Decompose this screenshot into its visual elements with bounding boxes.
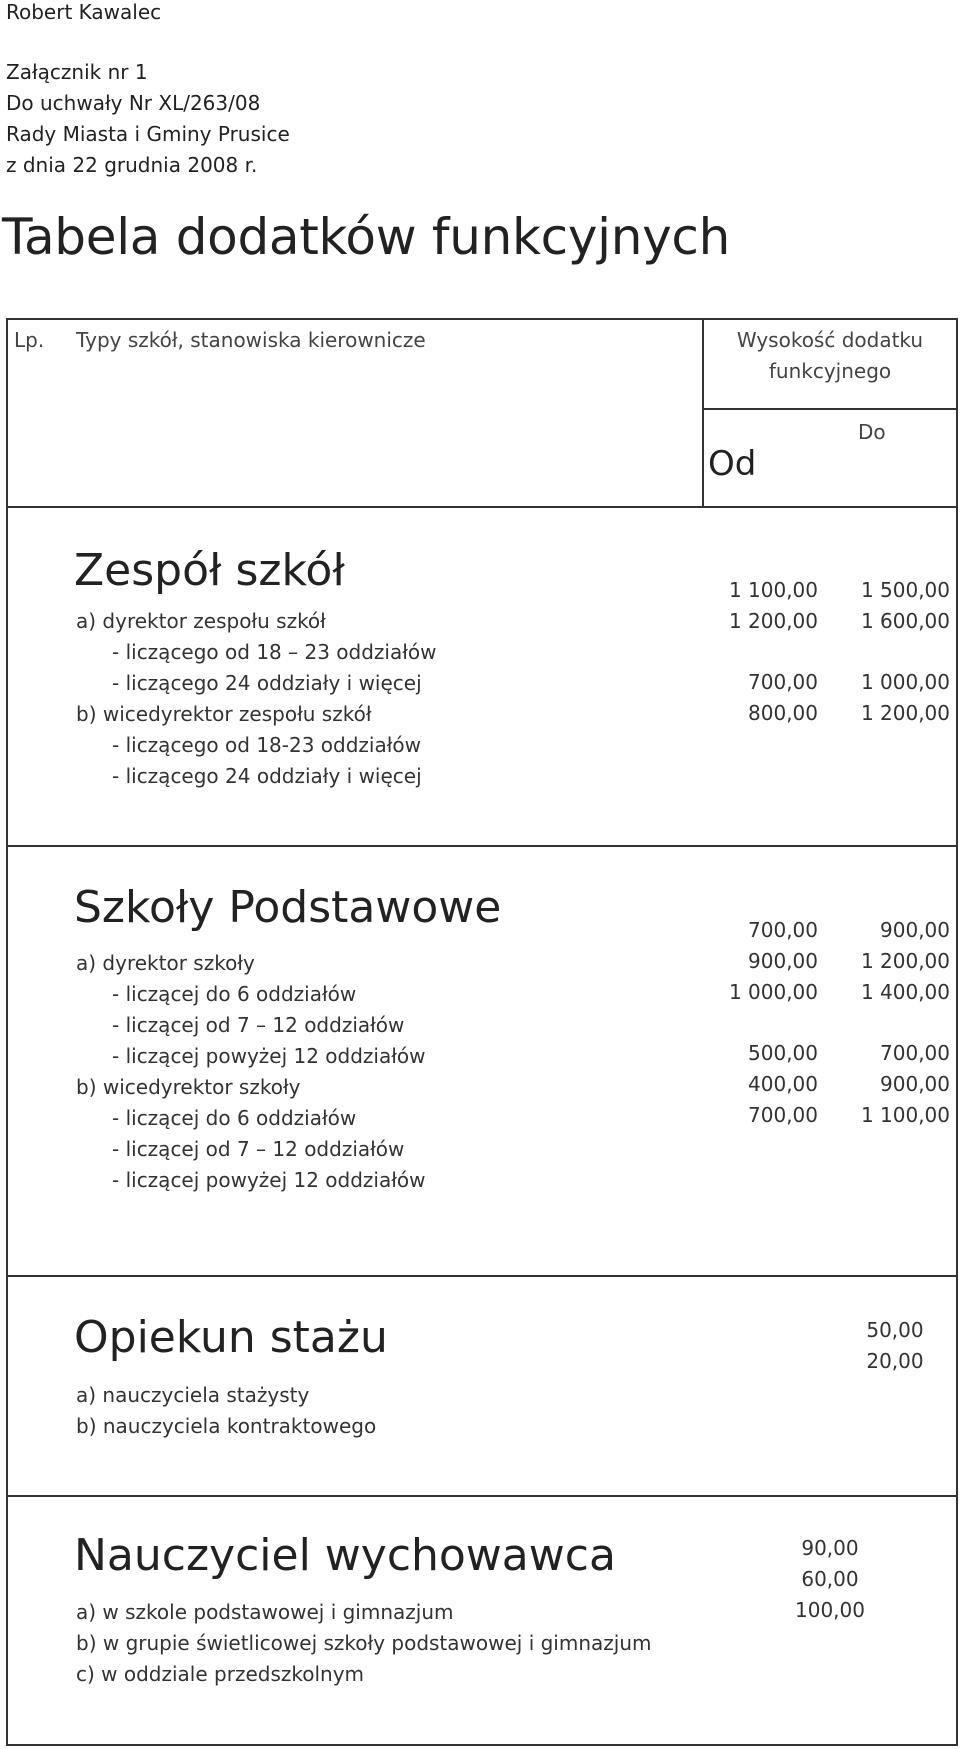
list-item: - liczącej powyżej 12 oddziałów xyxy=(112,1044,426,1068)
list-item: a) dyrektor szkoły xyxy=(76,951,255,975)
header-amount-line2: funkcyjnego xyxy=(768,359,892,383)
section-title: Szkoły Podstawowe xyxy=(74,882,502,933)
table-border-top xyxy=(6,318,958,320)
header-to: Do xyxy=(858,420,886,444)
header-from: Od xyxy=(708,444,757,484)
list-item: a) w szkole podstawowej i gimnazjum xyxy=(76,1600,454,1624)
value-to: 1 100,00 xyxy=(860,1103,950,1127)
table-border-left xyxy=(6,318,8,1746)
value-from: 700,00 xyxy=(748,918,818,942)
value-to: 1 400,00 xyxy=(860,980,950,1004)
row-divider xyxy=(6,506,958,508)
row-divider xyxy=(6,1495,958,1497)
list-item: c) w oddziale przedszkolnym xyxy=(76,1662,365,1686)
value-amount: 100,00 xyxy=(795,1598,865,1622)
page-title: Tabela dodatków funkcyjnych xyxy=(2,208,730,266)
list-item: b) nauczyciela kontraktowego xyxy=(76,1414,377,1438)
row-divider xyxy=(6,1275,958,1277)
value-from: 1 100,00 xyxy=(728,578,818,602)
list-item: - liczącego od 18-23 oddziałów xyxy=(112,733,422,757)
value-from: 1 200,00 xyxy=(728,609,818,633)
list-item: - liczącej od 7 – 12 oddziałów xyxy=(112,1137,405,1161)
list-item: - liczącej powyżej 12 oddziałów xyxy=(112,1168,426,1192)
list-item: - liczącego 24 oddziały i więcej xyxy=(112,764,422,788)
list-item: - liczącej do 6 oddziałów xyxy=(112,982,357,1006)
attachment-line: z dnia 22 grudnia 2008 r. xyxy=(6,153,258,177)
table-border-right xyxy=(956,318,958,1746)
section-title: Opiekun stażu xyxy=(74,1312,388,1363)
value-to: 900,00 xyxy=(880,1072,950,1096)
list-item: a) nauczyciela stażysty xyxy=(76,1383,310,1407)
value-amount: 90,00 xyxy=(801,1536,859,1560)
list-item: b) w grupie świetlicowej szkoły podstawowej i gimnazjum xyxy=(76,1631,652,1655)
section-items xyxy=(76,1380,376,1442)
attachment-line: Do uchwały Nr XL/263/08 xyxy=(6,91,261,115)
value-to: 1 000,00 xyxy=(860,670,950,694)
list-item: b) wicedyrektor zespołu szkół xyxy=(76,702,372,726)
list-item: - liczącej do 6 oddziałów xyxy=(112,1106,357,1130)
value-to: 1 600,00 xyxy=(860,609,950,633)
row-divider xyxy=(6,845,958,847)
value-from: 700,00 xyxy=(748,1103,818,1127)
header-lp: Lp. xyxy=(14,328,45,352)
section-items xyxy=(76,606,437,792)
header-types: Typy szkół, stanowiska kierownicze xyxy=(76,328,426,352)
author-name: Robert Kawalec xyxy=(6,0,162,24)
list-item: - liczącego od 18 – 23 oddziałów xyxy=(112,640,437,664)
header-amount: Wysokość dodatku xyxy=(736,328,924,352)
list-item: a) dyrektor zespołu szkół xyxy=(76,609,326,633)
value-from: 900,00 xyxy=(748,949,818,973)
value-from: 400,00 xyxy=(748,1072,818,1096)
value-amount: 50,00 xyxy=(866,1318,924,1342)
header-subdivider xyxy=(702,408,958,410)
section-title: Zespół szkół xyxy=(74,545,345,596)
section-items xyxy=(76,948,426,1196)
value-from: 500,00 xyxy=(748,1041,818,1065)
list-item: b) wicedyrektor szkoły xyxy=(76,1075,301,1099)
value-amount: 20,00 xyxy=(866,1349,924,1373)
value-from: 1 000,00 xyxy=(728,980,818,1004)
attachment-line: Załącznik nr 1 xyxy=(6,60,148,84)
value-from: 700,00 xyxy=(748,670,818,694)
section-items xyxy=(76,1597,652,1690)
section-title: Nauczyciel wychowawca xyxy=(74,1530,616,1581)
attachment-line: Rady Miasta i Gminy Prusice xyxy=(6,122,290,146)
list-item: - liczącego 24 oddziały i więcej xyxy=(112,671,422,695)
table-border-bottom xyxy=(6,1744,958,1746)
value-to: 1 200,00 xyxy=(860,701,950,725)
value-to: 700,00 xyxy=(880,1041,950,1065)
value-to: 1 500,00 xyxy=(860,578,950,602)
value-from: 800,00 xyxy=(748,701,818,725)
value-to: 900,00 xyxy=(880,918,950,942)
value-to: 1 200,00 xyxy=(860,949,950,973)
list-item: - liczącej od 7 – 12 oddziałów xyxy=(112,1013,405,1037)
value-amount: 60,00 xyxy=(801,1567,859,1591)
